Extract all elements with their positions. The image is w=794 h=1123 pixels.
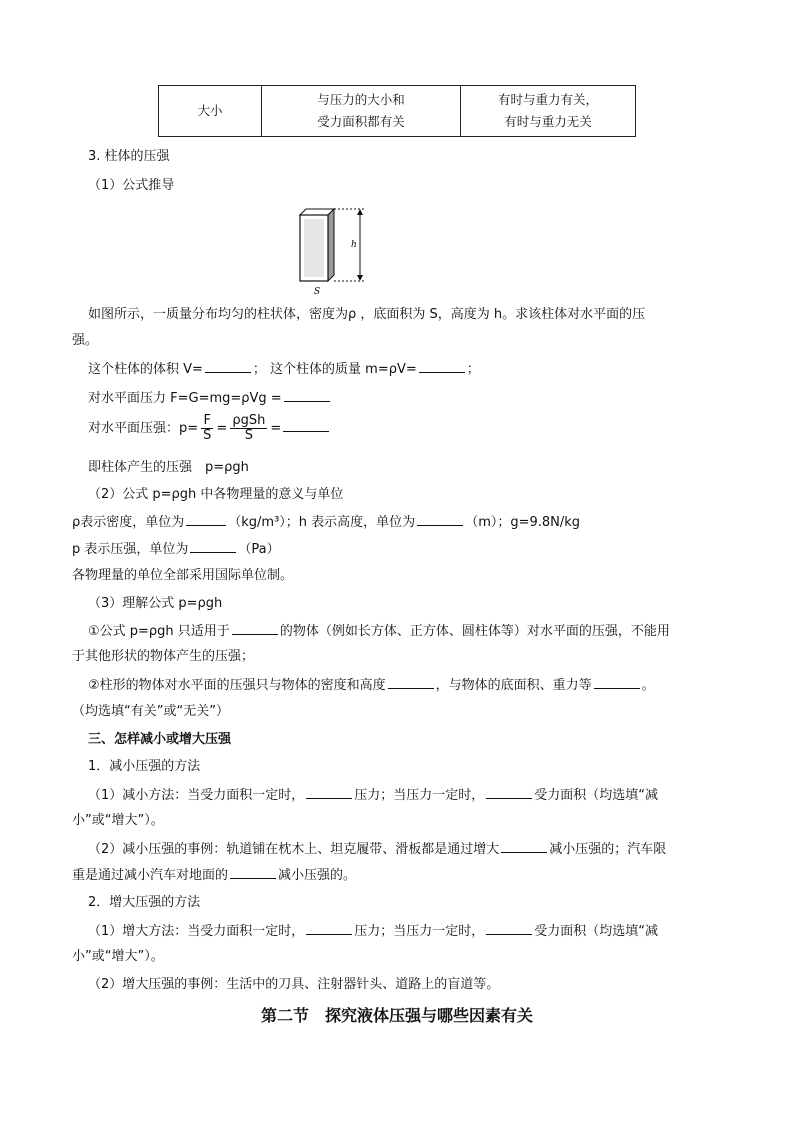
text: p 表示压强，单位为 — [72, 542, 189, 557]
text: ，与物体的底面积、重力等 — [435, 678, 592, 693]
answer-blank[interactable] — [388, 676, 434, 689]
text: （Pa） — [238, 542, 280, 557]
section-title: 第二节 探究液体压强与哪些因素有关 — [260, 1006, 533, 1025]
text: ； 这个柱体的质量 m=ρV= — [252, 362, 417, 377]
text: ①公式 p=ρgh 只适用于 — [88, 624, 230, 639]
answer-blank[interactable] — [594, 676, 640, 689]
prism-shade — [304, 219, 324, 277]
subheading: （1）公式推导 — [88, 178, 175, 193]
result-line: 即柱体产生的压强 p=ρgh — [88, 460, 249, 475]
units-line — [72, 513, 580, 532]
subheading: 2．增大压强的方法 — [88, 895, 201, 910]
text: 压力；当压力一定时， — [354, 924, 485, 939]
reduce-method — [88, 786, 658, 805]
cell-text: 受力面积都有关 — [317, 114, 405, 129]
answer-blank[interactable] — [190, 540, 236, 553]
cell-text: 有时与重力有关， — [497, 92, 598, 107]
cell-text: 与压力的大小和 — [317, 92, 405, 107]
reduce-examples-cont — [72, 866, 356, 885]
table-cell — [262, 86, 461, 137]
reduce-examples — [88, 840, 666, 859]
answer-blank[interactable] — [306, 786, 352, 799]
increase-method — [88, 922, 658, 941]
text: （m）；g=9.8N/kg — [465, 515, 581, 530]
understanding-2 — [88, 676, 655, 695]
section-heading: 3. 柱体的压强 — [88, 149, 170, 164]
text: 这个柱体的体积 V= — [88, 362, 203, 377]
text: 的物体（例如长方体、正方体、圆柱体等）对水平面的压强，不能用 — [279, 624, 670, 639]
subheading: 1．减小压强的方法 — [88, 759, 201, 774]
answer-blank[interactable] — [501, 840, 547, 853]
paragraph-line: 强。 — [72, 333, 99, 348]
answer-blank[interactable] — [486, 922, 532, 935]
increase-method-cont: 小”或“增大”）。 — [72, 949, 164, 964]
volume-line — [88, 360, 480, 379]
text: 对水平面压力 F=G=mg=ρVg = — [88, 391, 282, 406]
numerator: ρgSh — [232, 413, 266, 428]
pressure-line — [88, 414, 331, 444]
denominator: S — [203, 428, 212, 443]
text: ②柱形的物体对水平面的压强只与物体的密度和高度 — [88, 678, 386, 693]
text: （2）减小压强的事例：轨道铺在枕木上、坦克履带、滑板都是通过增大 — [88, 842, 500, 857]
answer-blank[interactable] — [417, 513, 463, 526]
table-cell — [461, 86, 636, 137]
answer-blank[interactable] — [283, 419, 329, 432]
reduce-method-cont: 小”或“增大”）。 — [72, 813, 164, 828]
text: = — [216, 421, 228, 436]
text: 减小压强的；汽车限 — [549, 842, 667, 857]
arrow-head-up — [357, 209, 363, 215]
text: = — [270, 421, 282, 436]
text: 压力；当压力一定时， — [354, 788, 485, 803]
row-label: 大小 — [197, 103, 223, 118]
text: 受力面积（均选填“减 — [534, 924, 659, 939]
text: （1）增大方法：当受力面积一定时， — [88, 924, 305, 939]
table-cell-label — [159, 86, 262, 137]
text: 重是通过减小汽车对地面的 — [72, 868, 229, 883]
arrow-head-down — [357, 275, 363, 281]
increase-examples: （2）增大压强的事例：生活中的刀具、注射器针头、道路上的盲道等。 — [88, 977, 500, 992]
fraction-rhogsh-s — [230, 414, 267, 443]
section-heading: 三、怎样减小或增大压强 — [88, 732, 232, 747]
denominator: S — [244, 428, 253, 443]
prism-side — [328, 209, 334, 281]
understanding-2-note: （均选填“有关”或“无关”） — [72, 704, 229, 719]
paragraph-line: 如图所示，一质量分布均匀的柱状体，密度为ρ ，底面积为 S，高度为 h。求该柱体对水平面的压 — [88, 307, 646, 322]
table-row — [159, 86, 636, 137]
understanding-1-cont: 于其他形状的物体产生的压强； — [72, 649, 255, 664]
subheading: （3）理解公式 p=ρgh — [88, 596, 223, 611]
understanding-1 — [88, 622, 670, 641]
cell-text: 有时与重力无关 — [504, 114, 592, 129]
answer-blank[interactable] — [284, 389, 330, 402]
unit-p-line — [72, 540, 280, 559]
subheading: （2）公式 p=ρgh 中各物理量的意义与单位 — [88, 487, 344, 502]
area-label: S — [314, 287, 321, 297]
text: 受力面积（均选填“减 — [534, 788, 659, 803]
si-line: 各物理量的单位全部采用国际单位制。 — [72, 568, 294, 583]
cylinder-figure — [292, 205, 372, 297]
force-line — [88, 389, 332, 408]
text: ； — [466, 362, 480, 377]
comparison-table — [158, 85, 636, 137]
answer-blank[interactable] — [230, 866, 276, 879]
answer-blank[interactable] — [419, 360, 465, 373]
text: （kg/m³）；h 表示高度，单位为 — [228, 515, 416, 530]
answer-blank[interactable] — [205, 360, 251, 373]
answer-blank[interactable] — [232, 622, 278, 635]
answer-blank[interactable] — [306, 922, 352, 935]
text: 。 — [641, 678, 655, 693]
text: （1）减小方法：当受力面积一定时， — [88, 788, 305, 803]
answer-blank[interactable] — [186, 513, 226, 526]
answer-blank[interactable] — [486, 786, 532, 799]
numerator: F — [201, 414, 213, 429]
text: 对水平面压强：p= — [88, 421, 199, 436]
text: ρ表示密度，单位为 — [72, 515, 185, 530]
fraction-f-s — [201, 414, 213, 443]
text: 减小压强的。 — [278, 868, 357, 883]
height-label: h — [351, 240, 357, 250]
